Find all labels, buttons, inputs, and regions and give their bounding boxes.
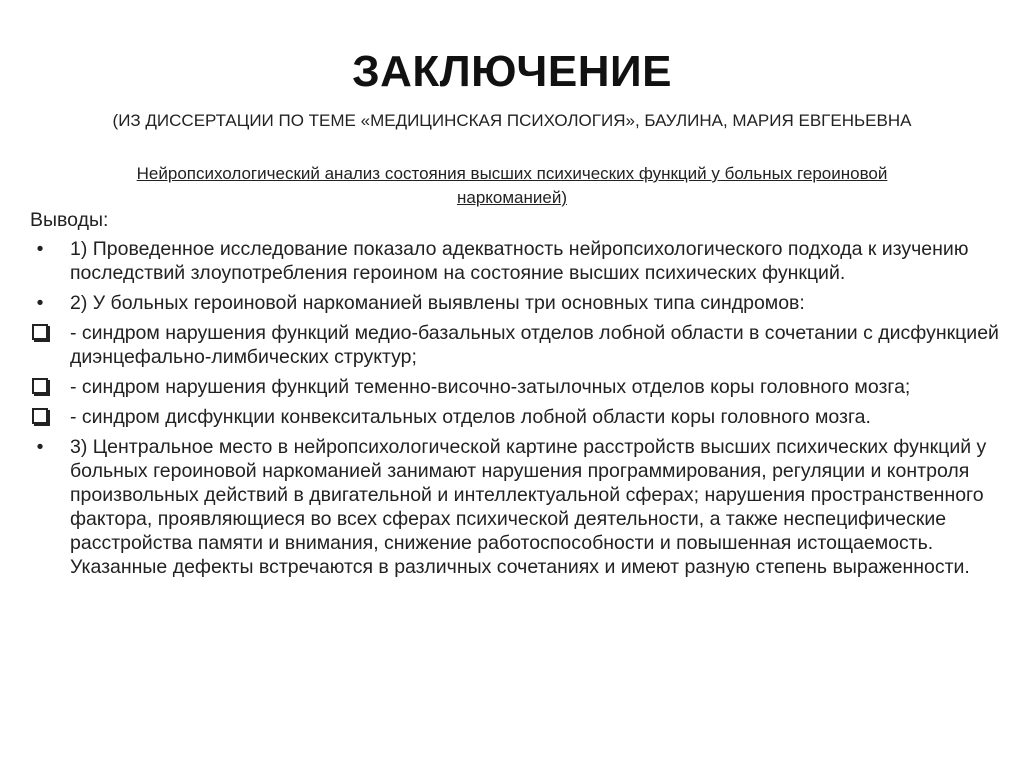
checkbox-icon [30,321,50,346]
bullet-marker: • [36,436,44,458]
bullet-marker: • [36,238,44,260]
syndrome-text: - синдром нарушения функций теменно-височно-затылочных отделов коры головного мозга; [70,376,911,398]
slide-title: ЗАКЛЮЧЕНИЕ [352,47,672,96]
bullet-text: 2) У больных героиновой наркоманией выявлены три основных типа синдромов: [70,292,805,314]
checkbox-icon [30,405,50,430]
conclusions-content [30,208,1014,585]
syndrome-text: - синдром дисфункции конвекситальных отделов лобной области коры головного мозга. [70,406,871,428]
thesis-title: Нейропсихологический анализ состояния высших психических функций у больных героиновой наркоманией) [136,164,888,207]
bullet-marker: • [36,292,44,314]
syndrome-item-2 [30,375,1014,399]
bullet-item-3 [30,435,1014,579]
syndrome-item-3 [30,405,1014,429]
conclusions-heading: Выводы: [30,209,109,231]
syndrome-text: - синдром нарушения функций медио-базальных отделов лобной области в сочетании с дисфункцией диэнцефально-лимбических структур; [70,322,999,368]
slide-subtitle: (ИЗ ДИССЕРТАЦИИ ПО ТЕМЕ «МЕДИЦИНСКАЯ ПСИХОЛОГИЯ», БАУЛИНА, МАРИЯ ЕВГЕНЬЕВНА [112,111,912,130]
bullet-item-1 [30,237,1014,285]
checkbox-icon [30,375,50,400]
bullet-text: 3) Центральное место в нейропсихологической картине расстройств высших психических функций у больных героиновой наркоманией занимают нарушения программирования, регуляции и контроля произвольных действий в двигательной и интеллектуальной сферах; нарушения пространственного фактора, проявляющиеся во всех сферах психической деятельности, а также неспецифические расстройства памяти и внимания, снижение работоспособности и повышенная истощаемость. Указанные дефекты встречаются в различных сочетаниях и имеют разную степень выраженности. [70,436,987,578]
syndrome-item-1 [30,321,1014,369]
bullet-text: 1) Проведенное исследование показало адекватность нейропсихологического подхода к изучению последствий злоупотребления героином на состояние высших психических функций. [70,238,969,284]
bullet-item-2 [30,291,1014,315]
